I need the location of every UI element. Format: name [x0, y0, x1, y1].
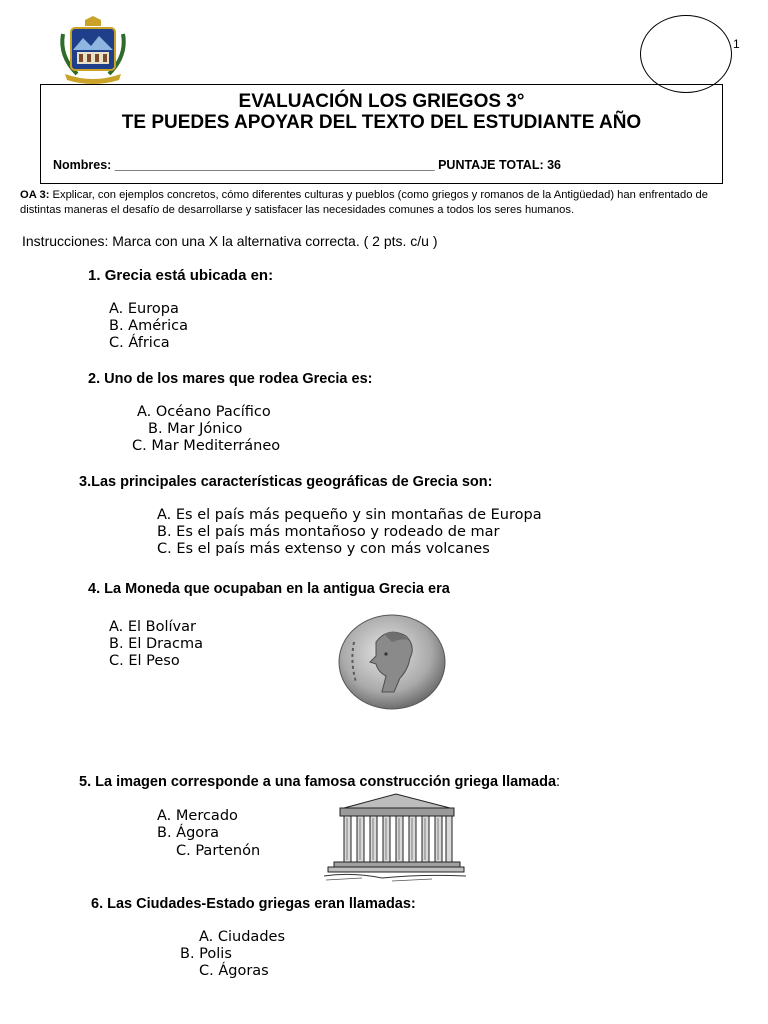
option-6a[interactable]: A. Ciudades — [199, 929, 285, 945]
option-1a[interactable]: A. Europa — [109, 301, 179, 317]
option-3c[interactable]: C. Es el país más extenso y con más volcanes — [157, 541, 490, 557]
score-circle — [640, 15, 732, 93]
option-4c[interactable]: C. El Peso — [109, 653, 180, 669]
question-5-text: 5. La imagen corresponde a una famosa construcción griega llamada — [79, 774, 557, 790]
learning-objective — [20, 188, 750, 218]
option-5c[interactable]: C. Partenón — [176, 843, 261, 859]
option-3a[interactable]: A. Es el país más pequeño y sin montañas de Europa — [157, 507, 542, 523]
objective-code: OA 3: — [20, 189, 50, 201]
instructions: Instrucciones: Marca con una X la alternativa correcta. ( 2 pts. c/u ) — [22, 233, 438, 249]
question-number: 1. — [88, 267, 101, 284]
option-2c[interactable]: C. Mar Mediterráneo — [132, 438, 281, 454]
question-6: 6. Las Ciudades-Estado griegas eran llamadas: — [91, 896, 416, 912]
school-logo — [55, 16, 131, 84]
parthenon-image — [322, 790, 468, 884]
drachma-coin-image — [336, 612, 448, 712]
option-1c[interactable]: C. África — [109, 335, 170, 351]
option-4b[interactable]: B. El Dracma — [109, 636, 203, 652]
option-6b[interactable]: B. Polis — [180, 946, 232, 962]
option-4a[interactable]: A. El Bolívar — [109, 619, 196, 635]
objective-text: Explicar, con ejemplos concretos, cómo diferentes culturas y pueblos (como griegos y romanos de la Antigüedad) han enfrentado de distintas maneras el desafío de desarrollarse y satisfacer las necesidades comunes a todos los seres humanos. — [20, 189, 708, 216]
question-1 — [88, 267, 273, 284]
names-score-line: Nombres: ______________________________________________ PUNTAJE TOTAL: 36 — [53, 158, 562, 172]
question-2: 2. Uno de los mares que rodea Grecia es: — [88, 371, 373, 387]
option-6c[interactable]: C. Ágoras — [199, 963, 269, 979]
option-5a[interactable]: A. Mercado — [157, 808, 238, 824]
option-2b[interactable]: B. Mar Jónico — [148, 421, 243, 437]
question-3: 3.Las principales características geográficas de Grecia son: — [79, 474, 493, 490]
option-1b[interactable]: B. América — [109, 318, 188, 334]
page-subtitle: TE PUEDES APOYAR DEL TEXTO DEL ESTUDIANTE AÑO — [121, 112, 642, 133]
option-3b[interactable]: B. Es el país más montañoso y rodeado de mar — [157, 524, 500, 540]
question-4: 4. La Moneda que ocupaban en la antigua Grecia era — [88, 581, 450, 597]
page-number: 1 — [733, 37, 740, 51]
question-5-colon: : — [556, 774, 561, 790]
question-5 — [79, 774, 560, 790]
page-title: EVALUACIÓN LOS GRIEGOS 3° — [238, 91, 525, 112]
question-text: Grecia está ubicada en: — [104, 267, 274, 284]
option-5b[interactable]: B. Ágora — [157, 825, 220, 841]
option-2a[interactable]: A. Océano Pacífico — [137, 404, 271, 420]
